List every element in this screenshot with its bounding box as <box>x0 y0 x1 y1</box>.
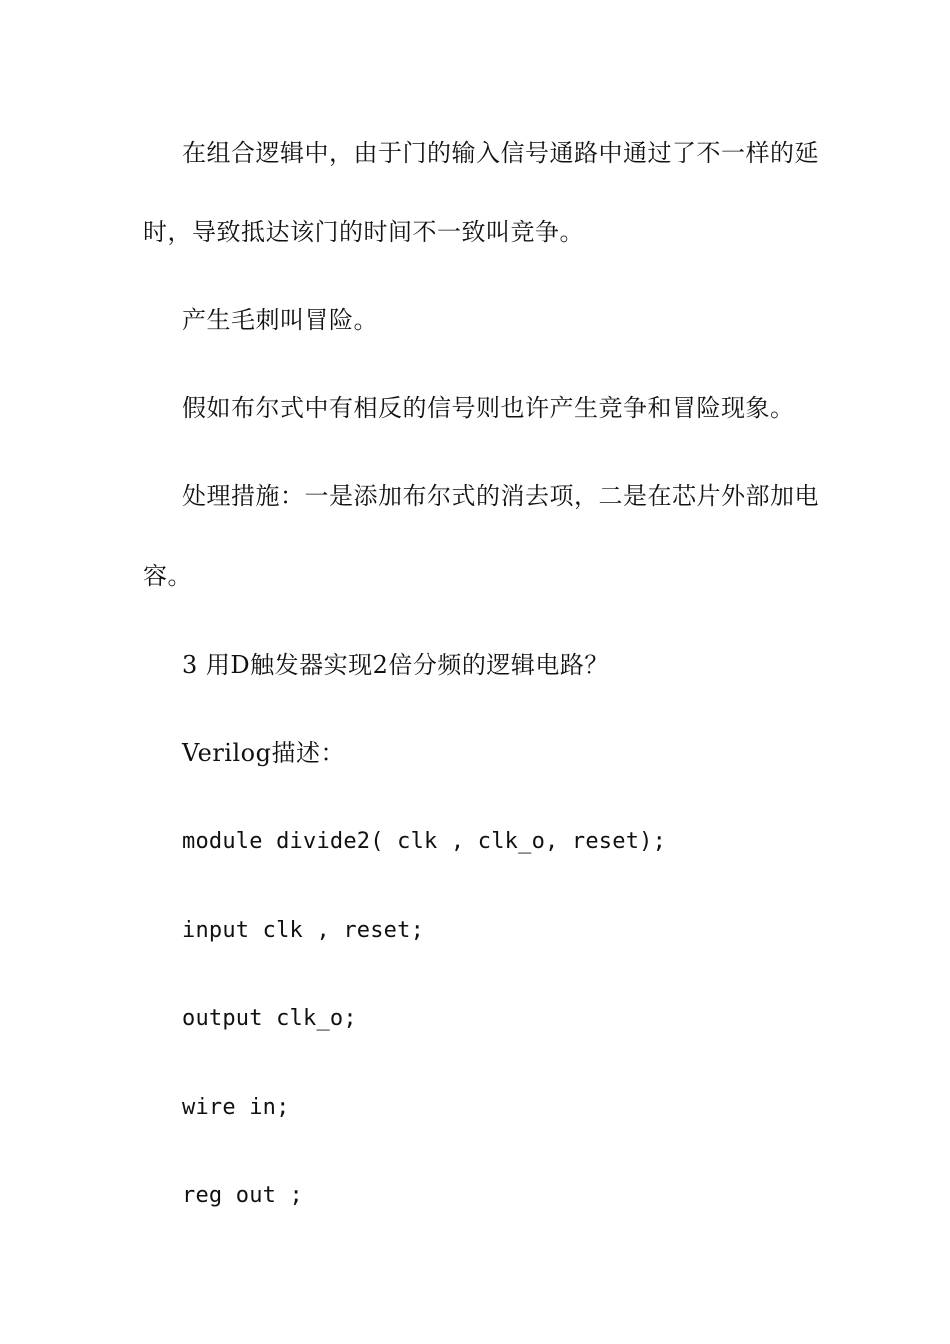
verilog-label: Verilog描述： <box>182 739 345 767</box>
code-line-3: output clk_o; <box>182 1006 357 1031</box>
paragraph-line-6: 容。 <box>143 562 192 590</box>
paragraph-line-3: 产生毛刺叫冒险。 <box>182 306 378 334</box>
paragraph-line-2: 时，导致抵达该门的时间不一致叫竞争。 <box>143 218 584 246</box>
code-line-1: module divide2( clk , clk_o, reset); <box>182 829 667 854</box>
code-line-2: input clk , reset; <box>182 918 425 943</box>
paragraph-line-4: 假如布尔式中有相反的信号则也许产生竞争和冒险现象。 <box>182 394 795 422</box>
paragraph-line-5: 处理措施：一是添加布尔式的消去项，二是在芯片外部加电 <box>182 482 819 510</box>
paragraph-line-1: 在组合逻辑中，由于门的输入信号通路中通过了不一样的延 <box>182 139 819 167</box>
code-line-4: wire in; <box>182 1095 290 1120</box>
question-heading: 3 用D触发器实现2倍分频的逻辑电路？ <box>182 651 609 679</box>
code-line-5: reg out ; <box>182 1183 304 1208</box>
